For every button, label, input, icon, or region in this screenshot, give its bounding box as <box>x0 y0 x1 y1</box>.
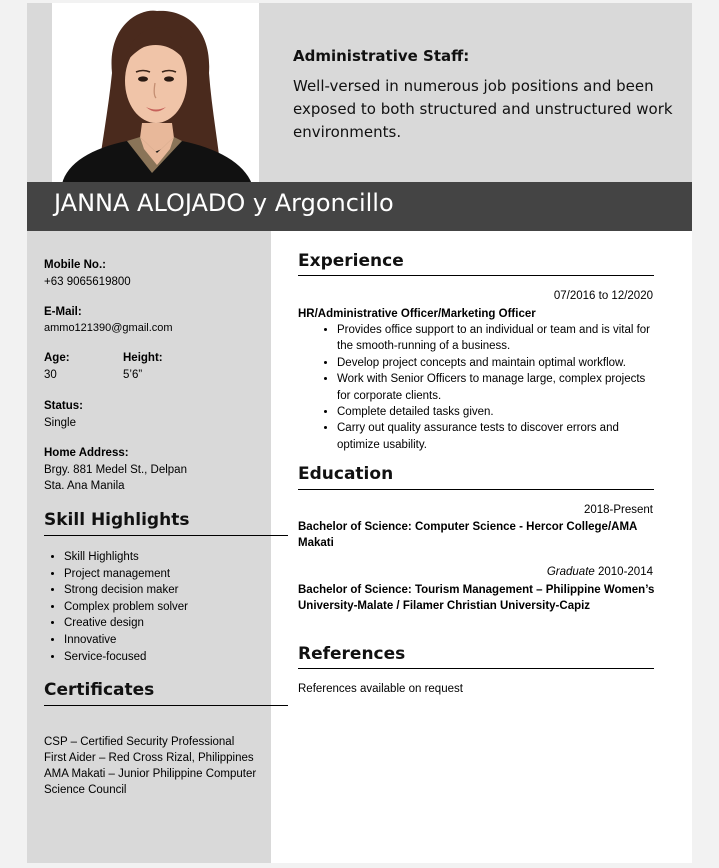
education-date-2 <box>447 566 653 578</box>
summary-block <box>293 47 673 144</box>
address-label: Home Address: <box>44 447 129 459</box>
skill-item: • Project management <box>64 566 188 583</box>
mobile-label: Mobile No.: <box>44 259 106 271</box>
name-bar <box>27 182 692 231</box>
education-date-1: 2018-Present <box>583 504 653 516</box>
address-line-2: Sta. Ana Manila <box>44 480 125 492</box>
profile-photo <box>52 3 259 184</box>
experience-bullet: • Develop project concepts and maintain optimal workflow. <box>337 355 653 371</box>
education-degree-2-line-2: University-Malate / Filamer Christian University-Capiz <box>298 600 591 612</box>
email-value: ammo121390@gmail.com <box>44 322 173 334</box>
height-label: Height: <box>123 352 163 364</box>
certificates-title: Certificates <box>44 680 155 700</box>
skill-item: • Innovative <box>64 632 188 649</box>
education-date-2-value: 2010-2014 <box>598 566 653 578</box>
experience-role: HR/Administrative Officer/Marketing Officer <box>298 308 536 320</box>
profile-photo-image <box>52 3 259 184</box>
education-rule <box>298 489 654 490</box>
certificate-line: First Aider – Red Cross Rizal, Philippines <box>44 752 254 764</box>
age-value: 30 <box>44 369 57 381</box>
certificate-line: Science Council <box>44 784 127 796</box>
skill-item: • Service-focused <box>64 649 188 666</box>
status-label: Status: <box>44 400 83 412</box>
education-degree-2-line-1: Bachelor of Science: Tourism Management – Philippine Women’s <box>298 584 655 596</box>
certificate-line: AMA Makati – Junior Philippine Computer <box>44 768 257 780</box>
education-degree-1-line-2: Makati <box>298 537 334 549</box>
summary-text: Well-versed in numerous job positions and been exposed to both structured and unstructured work environments. <box>293 77 673 141</box>
left-column <box>27 231 271 863</box>
references-rule <box>298 668 654 669</box>
skills-title: Skill Highlights <box>44 510 190 530</box>
certificates-rule <box>44 705 288 706</box>
certificate-line: CSP – Certified Security Professional <box>44 736 235 748</box>
address-line-1: Brgy. 881 Medel St., Delpan <box>44 464 187 476</box>
email-label: E-Mail: <box>44 306 82 318</box>
education-title: Education <box>298 464 394 484</box>
mobile-value: +63 9065619800 <box>44 276 131 288</box>
references-text: References available on request <box>298 683 463 695</box>
experience-bullet: • Carry out quality assurance tests to discover errors and optimize usability. <box>337 420 653 453</box>
height-value: 5’6” <box>123 369 143 381</box>
resume-page <box>27 3 692 863</box>
references-title: References <box>298 644 406 664</box>
skill-item: • Complex problem solver <box>64 599 188 616</box>
education-degree-1-line-1: Bachelor of Science: Computer Science - Hercor College/AMA <box>298 521 638 533</box>
experience-date: 07/2016 to 12/2020 <box>553 290 653 302</box>
skill-item: • Strong decision maker <box>64 582 188 599</box>
skills-rule <box>44 535 288 536</box>
age-label: Age: <box>44 352 70 364</box>
skills-list <box>44 549 188 665</box>
experience-bullet: • Provides office support to an individual or team and is vital for the smooth-running of a business. <box>337 322 653 355</box>
experience-bullet: • Work with Senior Officers to manage large, complex projects for corporate clients. <box>337 371 653 404</box>
experience-bullets <box>298 322 653 453</box>
experience-title: Experience <box>298 251 404 271</box>
summary-title: Administrative Staff: <box>293 47 470 65</box>
skill-item: • Creative design <box>64 615 188 632</box>
education-date-2-prefix: Graduate <box>546 566 595 578</box>
skill-item: • Skill Highlights <box>64 549 188 566</box>
experience-rule <box>298 275 654 276</box>
full-name: JANNA ALOJADO y Argoncillo <box>54 189 394 217</box>
status-value: Single <box>44 417 76 429</box>
experience-bullet: • Complete detailed tasks given. <box>337 404 653 420</box>
